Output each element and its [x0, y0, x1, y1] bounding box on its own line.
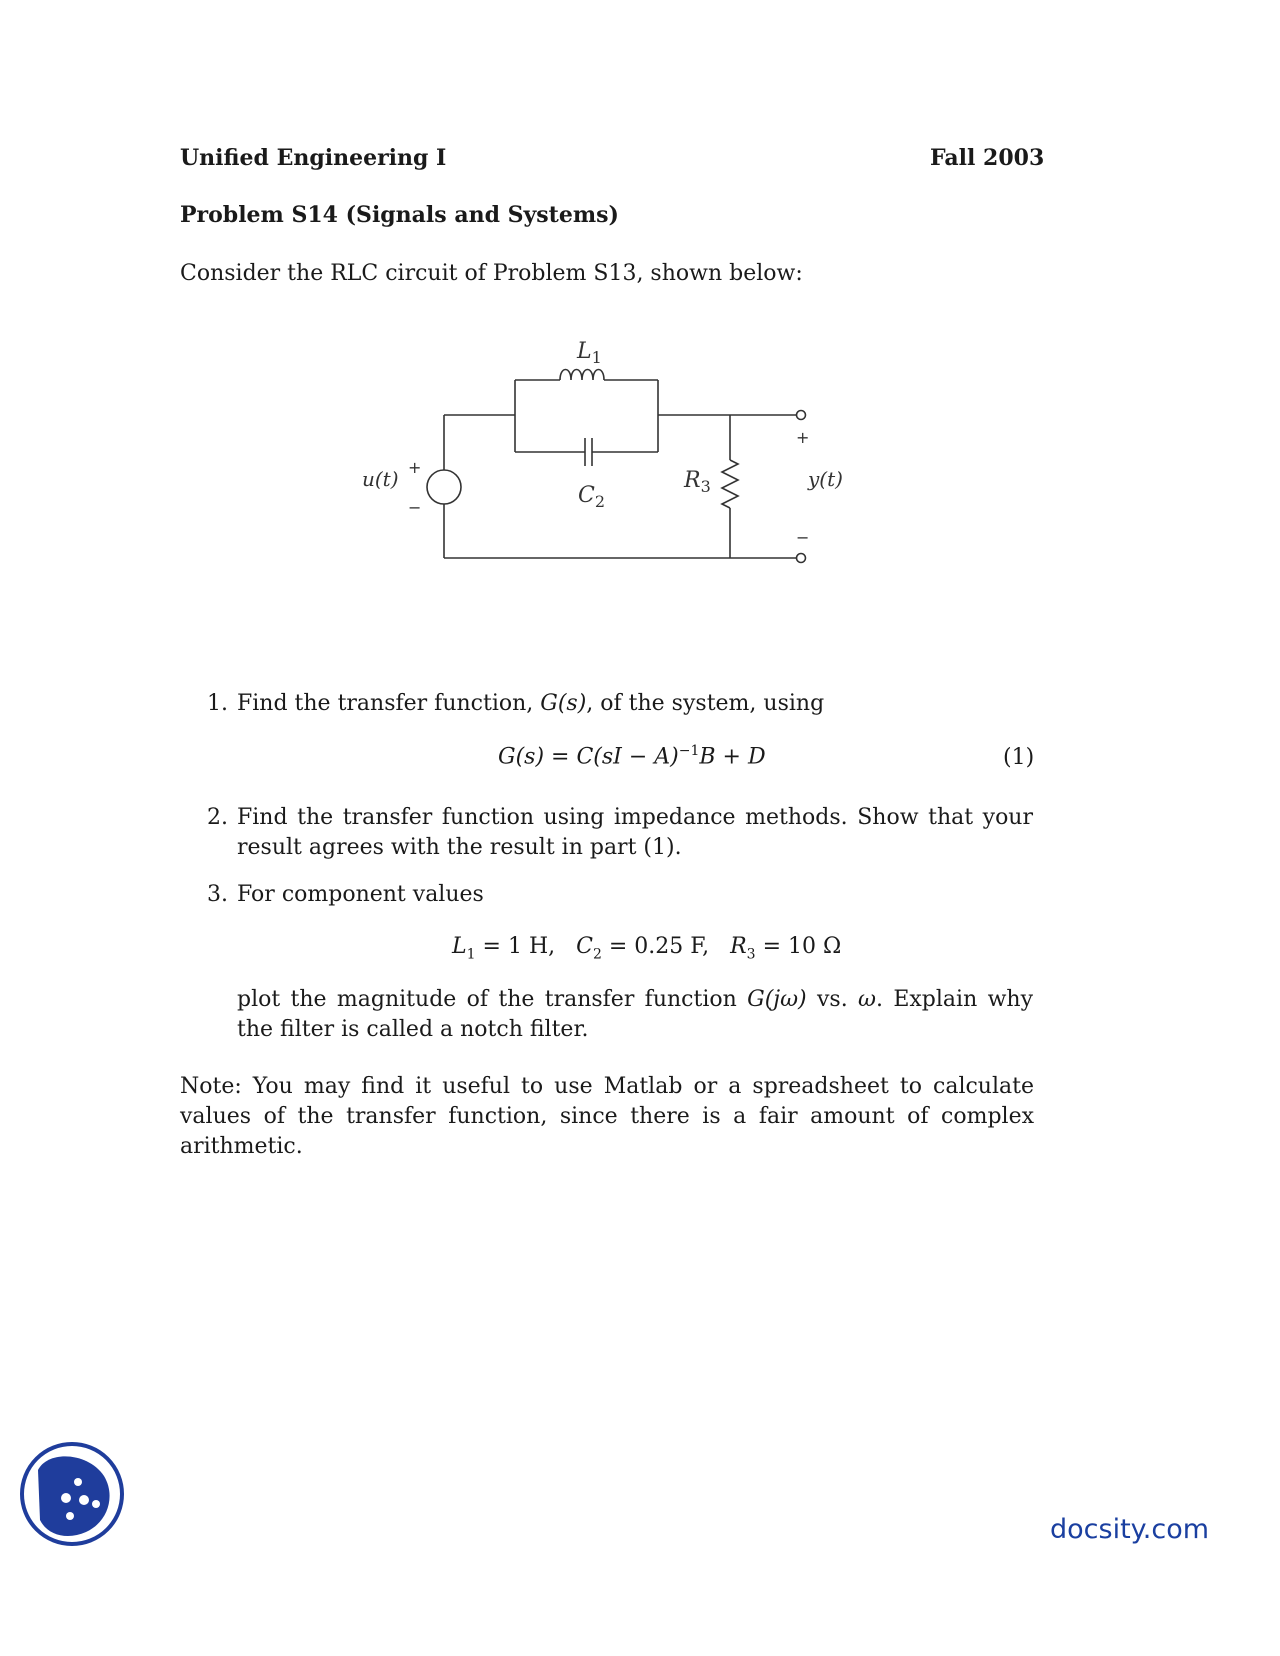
inductor-label: $L_1$: [577, 339, 602, 367]
item-1-number: 1.: [207, 691, 228, 716]
item-3-number: 3.: [207, 882, 228, 907]
course-title: Unified Engineering I: [180, 145, 447, 171]
output-plus-sign: +: [796, 428, 810, 447]
value-r3: 10 Ω: [788, 934, 842, 959]
docsity-brand-text[interactable]: docsity.com: [1050, 1514, 1210, 1545]
input-label: u(t): [362, 467, 399, 491]
item-3-text: For component values: [237, 882, 484, 907]
output-label: y(t): [808, 467, 843, 491]
item-3-instructions: plot the magnitude of the transfer function G(jω) vs. ω. Explain why the filter is called a notch filter.: [237, 987, 1034, 1042]
output-minus-sign: −: [796, 528, 810, 547]
item-1-text: Find the transfer function, G(s), of the system, using: [237, 691, 825, 716]
value-l1: 1 H,: [507, 934, 556, 959]
equation-1-tag: (1): [1003, 745, 1035, 770]
docsity-logo-icon: [18, 1440, 126, 1548]
problem-intro: Consider the RLC circuit of Problem S13, shown below:: [180, 261, 803, 286]
rlc-circuit-diagram: [340, 330, 880, 590]
item-2-text: Find the transfer function using impedance methods. Show that your result agrees with the result in part (1).: [237, 805, 1033, 860]
item-2-number: 2.: [207, 805, 228, 830]
note-paragraph: Note: You may find it useful to use Matlab or a spreadsheet to calculate values of the transfer function, since there is a fair amount of complex arithmetic.: [180, 1074, 1034, 1159]
input-minus-sign: −: [408, 498, 422, 517]
input-plus-sign: +: [408, 458, 422, 477]
problem-title: Problem S14 (Signals and Systems): [180, 202, 619, 228]
component-values: $L_1 = 1$ H, $C_2 = 0.25$ F, $R_3 = 10$ Ω: [452, 934, 842, 963]
resistor-label: $R_3$: [684, 468, 711, 496]
value-c2: 0.25 F,: [634, 934, 710, 959]
term-label: Fall 2003: [930, 145, 1045, 171]
capacitor-label: $C_2$: [578, 483, 606, 511]
equation-1: G(s) = C(sI − A)$^{-1}$B + D: [498, 743, 766, 770]
